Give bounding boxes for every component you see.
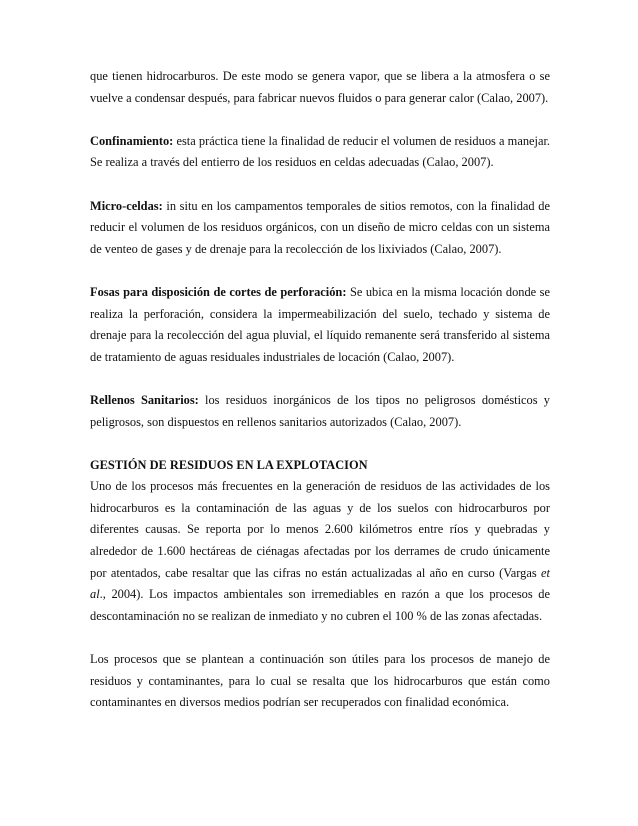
paragraph-text: esta práctica tiene la finalidad de reducir el volumen de residuos a manejar. Se realiza a través del entierro de los residuos en celdas adecuadas (Calao, 2007).: [90, 133, 550, 170]
paragraph-gestion: [90, 476, 550, 627]
paragraph-continuation: [90, 66, 550, 109]
paragraph-text: Los procesos que se plantean a continuación son útiles para los procesos de manejo de residuos y contaminantes, para lo cual se resalta que los hidrocarburos que están como contaminantes en diversos medios podrían ser recuperados con finalidad económica.: [90, 652, 550, 710]
term-micro-celdas: Micro-celdas:: [90, 198, 163, 213]
document-page: [90, 66, 550, 714]
paragraph-procesos: [90, 649, 550, 714]
term-fosas: Fosas para disposición de cortes de perforación:: [90, 284, 347, 299]
paragraph-text: in situ en los campamentos temporales de sitios remotos, con la finalidad de reducir el volumen de los residuos orgánicos, con un diseño de micro celdas con un sistema de venteo de gases y de drenaje para la recolección de los lixiviados (Calao, 2007).: [90, 198, 550, 256]
paragraph-micro-celdas: [90, 196, 550, 261]
term-confinamiento: Confinamiento:: [90, 133, 174, 148]
italic-et-al: et al: [90, 565, 550, 602]
paragraph-text: ., 2004). Los impactos ambientales son irremediables en razón a que los procesos de descontaminación no se realizan de inmediato y no cubren el 100 % de las zonas afectadas.: [90, 587, 550, 623]
paragraph-rellenos: [90, 390, 550, 433]
paragraph-text: los residuos inorgánicos de los tipos no peligrosos domésticos y peligrosos, son dispuestos en rellenos sanitarios autorizados (Calao, 2007).: [90, 392, 550, 429]
paragraph-text: Se ubica en la misma locación donde se realiza la perforación, considera la impermeabilización del suelo, techado y sistema de drenaje para la recolección del agua pluvial, el líquido remanente será transferido al sistema de tratamiento de aguas residuales industriales de locación (Calao, 2007).: [90, 284, 550, 364]
paragraph-text: Uno de los procesos más frecuentes en la generación de residuos de las actividades de los hidrocarburos es la contaminación de las aguas y de los suelos con hidrocarburos por diferentes causas. Se reporta por lo menos 2.600 kilómetros entre ríos y quebradas y alrededor de 1.600 hectáreas de ciénagas afectadas por los derrames de crudo únicamente por atentados, cabe resaltar que las cifras no están actualizadas al año en curso (Vargas: [90, 479, 550, 580]
paragraph-text: que tienen hidrocarburos. De este modo se genera vapor, que se libera a la atmosfera o se vuelve a condensar después, para fabricar nuevos fluidos o para generar calor (Calao, 2007).: [90, 69, 550, 105]
paragraph-confinamiento: [90, 131, 550, 174]
term-rellenos-sanitarios: Rellenos Sanitarios:: [90, 392, 199, 407]
section-heading: GESTIÓN DE RESIDUOS EN LA EXPLOTACION: [90, 457, 368, 472]
paragraph-fosas: [90, 282, 550, 368]
